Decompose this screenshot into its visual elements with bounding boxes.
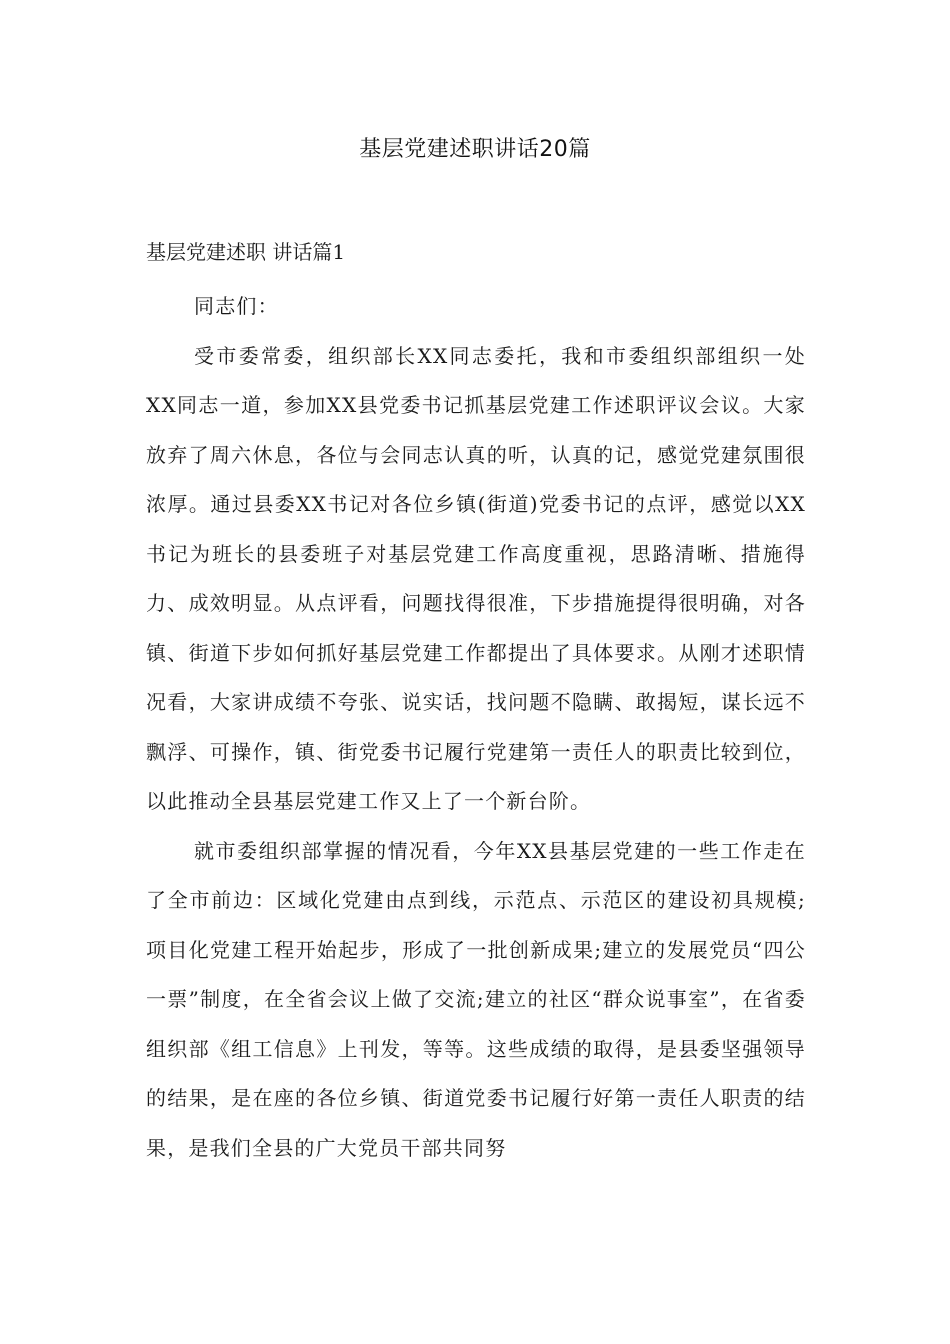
document-title: 基层党建述职讲话20篇 [359,137,591,162]
document-body [146,282,806,1173]
paragraph-greeting: 同志们： [194,294,279,318]
paragraph: 受市委常委，组织部长XX同志委托，我和市委组织部组织一处XX同志一道，参加XX县党委书记抓基层党建工作述职评议会议。大家放弃了周六休息，各位与会同志认真的听，认真的记，感觉党建氛围很浓厚。通过县委XX书记对各位乡镇(街道)党委书记的点评，感觉以XX书记为班长的县委班子对基层党建工作高度重视，思路清晰、措施得力、成效明显。从点评看，问题找得很准，下步措施提得很明确，对各镇、街道下步如何抓好基层党建工作都提出了具体要求。从刚才述职情况看，大家讲成绩不夸张、说实话，找问题不隐瞒、敢揭短，谋长远不飘浮、可操作，镇、街党委书记履行党建第一责任人的职责比较到位，以此推动全县基层党建工作又上了一个新台阶。 [146,343,806,813]
section-heading: 基层党建述职 讲话篇1 [146,240,346,264]
paragraph: 就市委组织部掌握的情况看，今年XX县基层党建的一些工作走在了全市前边：区域化党建由点到线，示范点、示范区的建设初具规模;项目化党建工程开始起步，形成了一批创新成果;建立的发展党员“四公一票”制度，在全省会议上做了交流;建立的社区“群众说事室”，在省委组织部《组工信息》上刊发，等等。这些成绩的取得，是县委坚强领导的结果，是在座的各位乡镇、街道党委书记履行好第一责任人职责的结果，是我们全县的广大党员干部共同努 [146,838,806,1160]
